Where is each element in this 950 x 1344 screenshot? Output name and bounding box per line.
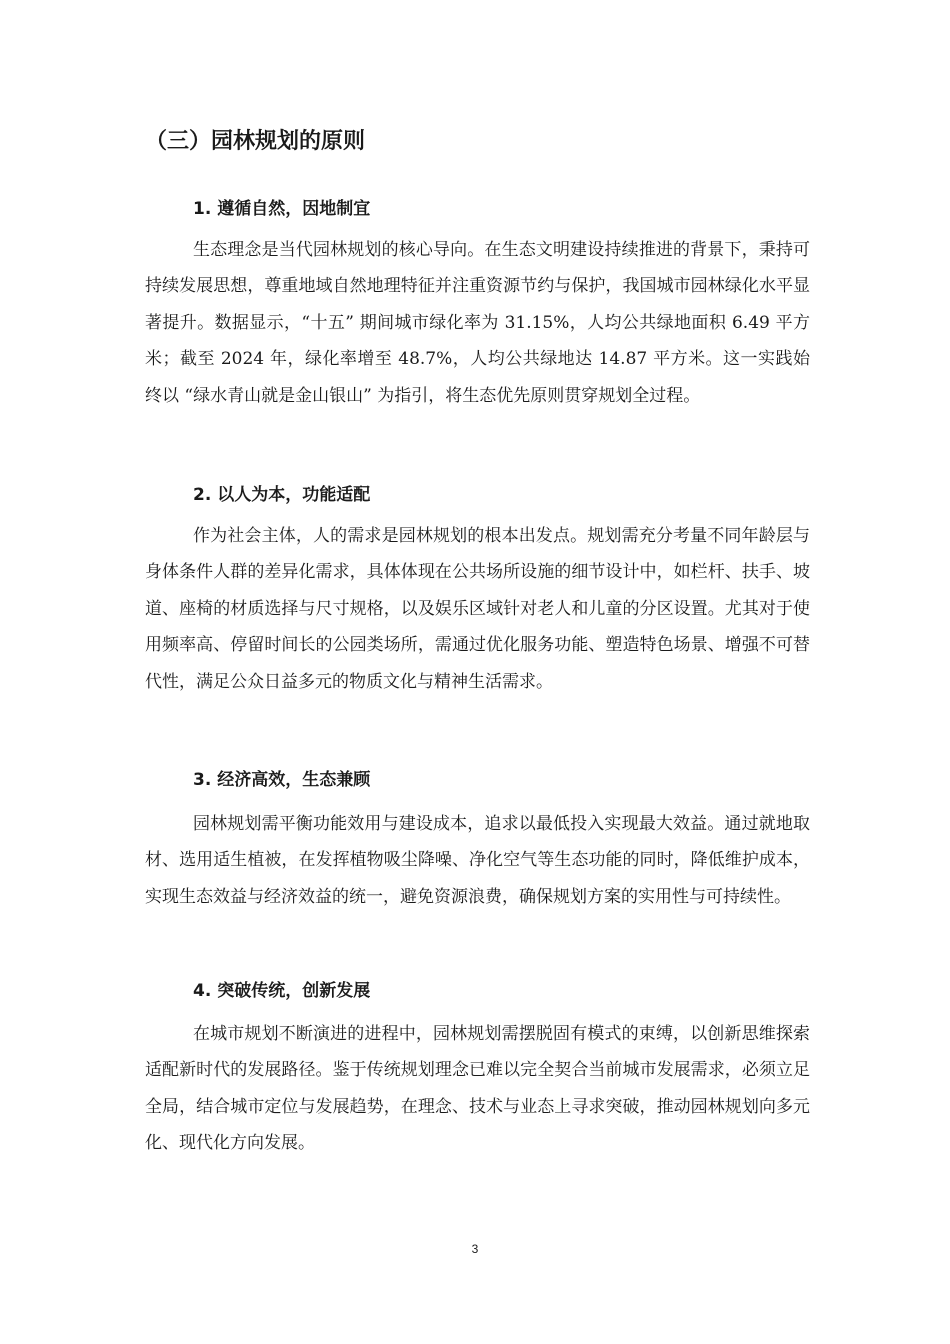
principle-3-heading: 3. 经济高效，生态兼顾 (193, 770, 371, 790)
principle-4-heading: 4. 突破传统，创新发展 (193, 981, 371, 1001)
principle-2-paragraph: 作为社会主体，人的需求是园林规划的根本出发点。规划需充分考量不同年龄层与身体条件人群的差异化需求，具体体现在公共场所设施的细节设计中，如栏杆、扶手、坡道、座椅的材质选择与尺寸规格，以及娱乐区域针对老人和儿童的分区设置。尤其对于使用频率高、停留时间长的公园类场所，需通过优化服务功能、塑造特色场景、增强不可替代性，满足公众日益多元的物质文化与精神生活需求。 (145, 526, 810, 692)
page-number: 3 (471, 1242, 479, 1256)
principle-3-paragraph: 园林规划需平衡功能效用与建设成本，追求以最低投入实现最大效益。通过就地取材、选用适生植被，在发挥植物吸尘降噪、净化空气等生态功能的同时，降低维护成本，实现生态效益与经济效益的统一，避免资源浪费，确保规划方案的实用性与可持续性。 (145, 814, 810, 907)
principle-1-paragraph: 生态理念是当代园林规划的核心导向。在生态文明建设持续推进的背景下，秉持可持续发展思想，尊重地域自然地理特征并注重资源节约与保护，我国城市园林绿化水平显著提升。数据显示，“十五” 期间城市绿化率为 31.15%，人均公共绿地面积 6.49 平方米；截至 2024 年，绿化率增至 48.7%，人均公共绿地达 14.87 平方米。这一实践始终以 “绿水青山就是金山银山” 为指引，将生态优先原则贯穿规划全过程。 (145, 240, 810, 406)
section-title: （三）园林规划的原则 (145, 129, 366, 154)
principle-1-heading: 1. 遵循自然，因地制宜 (193, 199, 371, 219)
principle-2-heading: 2. 以人为本，功能适配 (193, 485, 371, 505)
principle-4-paragraph: 在城市规划不断演进的进程中，园林规划需摆脱固有模式的束缚，以创新思维探索适配新时代的发展路径。鉴于传统规划理念已难以完全契合当前城市发展需求，必须立足全局，结合城市定位与发展趋势，在理念、技术与业态上寻求突破，推动园林规划向多元化、现代化方向发展。 (145, 1024, 810, 1154)
